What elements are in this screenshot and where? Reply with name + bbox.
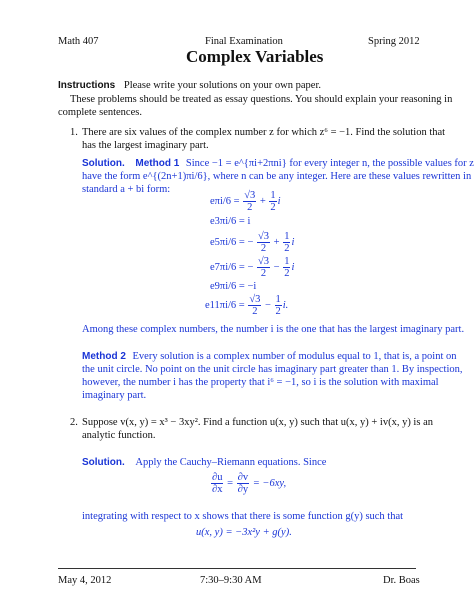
method1-line2: have the form e^{(2n+1)πi/6}, where n can be any integer. Here are these values rewritten in [82, 171, 472, 182]
cr-num1: ∂u [212, 472, 223, 483]
value-num2: 1 [270, 190, 276, 201]
value-num1: √3 [249, 294, 261, 305]
cr-den1: ∂x [212, 484, 223, 495]
method1-line1: Since −1 = e^{πi+2πni} for every integer n, the possible values for z [185, 158, 474, 169]
value-lhs: eπi/6 = [210, 195, 240, 207]
solution-label-1: Solution. [82, 158, 125, 169]
value-den2: 2 [284, 243, 290, 254]
instructions-line1: Please write your solutions on your own paper. [123, 80, 321, 91]
value-den1: 2 [260, 268, 267, 279]
instructions-label: Instructions [58, 80, 116, 91]
value-row [210, 231, 294, 254]
problem2-text1: Suppose v(x, y) = x³ − 3xy². Find a function u(x, y) such that u(x, y) + iv(x, y) is an [82, 417, 433, 428]
footer-divider [58, 568, 416, 569]
value-den2: 2 [270, 202, 276, 213]
method1-label: Method 1 [135, 158, 180, 169]
cr-den2: ∂y [237, 484, 249, 495]
value-op: − [273, 261, 280, 273]
value-row [205, 294, 288, 317]
cr-rhs: = −6xy, [252, 477, 287, 489]
instructions [58, 79, 321, 93]
page-title: Complex Variables [186, 47, 324, 66]
value-tail: i [291, 261, 295, 273]
value-row [210, 190, 281, 213]
cr-num2: ∂v [237, 472, 249, 483]
problem2-solution-row [82, 456, 326, 470]
value-num1: √3 [258, 231, 270, 242]
value-den1: 2 [260, 243, 267, 254]
value-lhs: e3πi/6 = i [210, 216, 251, 227]
value-num1: √3 [244, 190, 256, 201]
problem1-solution-line1 [82, 157, 474, 171]
value-op: + [259, 195, 266, 207]
header-right: Spring 2012 [368, 36, 420, 47]
value-num2: 1 [275, 294, 281, 305]
method1-conclusion: Among these complex numbers, the number i is the one that has the largest imaginary part. [82, 324, 465, 335]
instructions-line3: complete sentences. [58, 107, 142, 118]
footer-right: Dr. Boas [383, 575, 420, 586]
problem1-text1: There are six values of the complex number z for which z⁶ = −1. Find the solution that [82, 127, 446, 138]
instructions-line2: These problems should be treated as essay questions. You should explain your reasoning in [70, 94, 453, 105]
method1-line3: standard a + bi form: [82, 184, 171, 195]
value-row [210, 281, 256, 292]
header-center: Final Examination [205, 36, 283, 47]
value-row [210, 216, 250, 227]
problem2-sol-line1: Apply the Cauchy–Riemann equations. Since [135, 457, 327, 468]
footer-center: 7:30–9:30 AM [200, 575, 262, 586]
value-num2: 1 [284, 256, 290, 267]
final-equation: u(x, y) = −3x²y + g(y). [196, 527, 292, 538]
problem1-text2: has the largest imaginary part. [82, 140, 209, 151]
value-op: + [273, 236, 280, 248]
problem1-number: 1. [70, 127, 78, 138]
value-den1: 2 [252, 306, 258, 317]
problem2-sol-line2: integrating with respect to x shows that there is some function g(y) such that [82, 511, 404, 522]
value-num1: √3 [258, 256, 270, 267]
method2-line1-row [82, 350, 457, 364]
value-row [210, 256, 294, 279]
value-lhs: e7πi/6 = − [210, 261, 254, 273]
value-op: − [264, 299, 271, 311]
value-den1: 2 [247, 202, 253, 213]
method2-line2: the unit circle. No point on the unit circle has imaginary part greater than 1. By inspection, [82, 364, 463, 375]
problem2-number: 2. [70, 417, 78, 428]
method2-line4: imaginary part. [82, 390, 147, 401]
header-left: Math 407 [58, 36, 99, 47]
value-tail: i [277, 195, 281, 207]
cr-mid: = [227, 477, 233, 489]
value-tail: i. [282, 299, 289, 311]
value-num2: 1 [284, 231, 290, 242]
method2-label: Method 2 [82, 351, 126, 362]
value-lhs: e11πi/6 = [205, 299, 245, 311]
method2-line1: Every solution is a complex number of modulus equal to 1, that is, a point on [132, 351, 457, 362]
value-tail: i [291, 236, 295, 248]
method2-line3: however, the number i has the property that i⁶ = −1, so i is the solution with maximal [82, 377, 439, 388]
solution-label-2: Solution. [82, 457, 125, 468]
value-den2: 2 [284, 268, 290, 279]
value-lhs: e9πi/6 = −i [210, 281, 257, 292]
problem2-text2: analytic function. [82, 430, 156, 441]
value-lhs: e5πi/6 = − [210, 236, 254, 248]
footer-left: May 4, 2012 [58, 575, 112, 586]
cauchy-riemann-equation [210, 472, 286, 495]
value-den2: 2 [275, 306, 281, 317]
